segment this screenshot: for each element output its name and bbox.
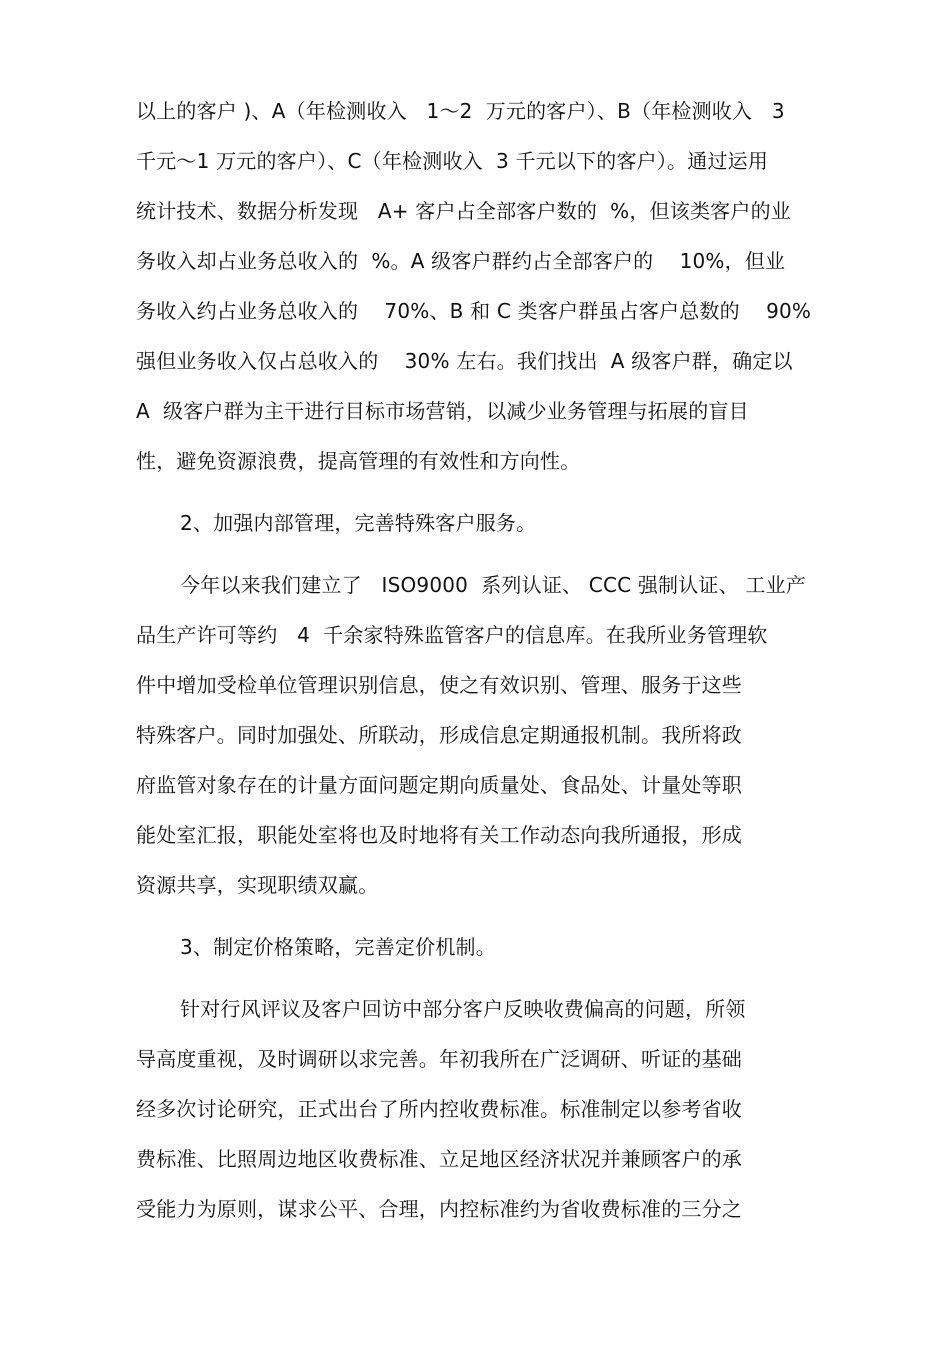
paragraph-line: 费标准、比照周边地区收费标准、立足地区经济状况并兼顾客户的承 (136, 1147, 742, 1171)
paragraph-line: 受能力为原则，谋求公平、合理，内控标准约为省收费标准的三分之 (136, 1197, 742, 1221)
paragraph-line: 府监管对象存在的计量方面问题定期向质量处、食品处、计量处等职 (136, 773, 742, 797)
section-heading: 3、制定价格策略，完善定价机制。 (180, 935, 496, 959)
paragraph-line: 强但业务收入仅占总收入的 30% 左右。我们找出 A 级客户群，确定以 (136, 349, 793, 373)
paragraph-line: 务收入约占业务总收入的 70%、B 和 C 类客户群虽占客户总数的 90% (136, 299, 812, 323)
paragraph-line: 以上的客户 )、A（年检测收入 1～2 万元的客户）、B（年检测收入 3 (136, 99, 785, 123)
paragraph-line: 特殊客户。同时加强处、所联动，形成信息定期通报机制。我所将政 (136, 723, 742, 747)
section-heading: 2、加强内部管理，完善特殊客户服务。 (180, 511, 537, 535)
paragraph-line: 针对行风评议及客户回访中部分客户反映收费偏高的问题，所领 (180, 997, 746, 1021)
paragraph-line: 统计技术、数据分析发现 A+ 客户占全部客户数的 %，但该类客户的业 (136, 199, 791, 223)
paragraph-line: 务收入却占业务总收入的 %。A 级客户群约占全部客户的 10%，但业 (136, 249, 786, 273)
paragraph-line: 件中增加受检单位管理识别信息，使之有效识别、管理、服务于这些 (136, 673, 742, 697)
paragraph-line: A 级客户群为主干进行目标市场营销，以减少业务管理与拓展的盲目 (136, 399, 749, 423)
paragraph-line: 能处室汇报，职能处室将也及时地将有关工作动态向我所通报，形成 (136, 823, 742, 847)
paragraph-line: 导高度重视，及时调研以求完善。年初我所在广泛调研、听证的基础 (136, 1047, 742, 1071)
paragraph-line: 千元～1 万元的客户）、C（年检测收入 3 千元以下的客户）。通过运用 (136, 149, 769, 173)
paragraph-line: 品生产许可等约 4 千余家特殊监管客户的信息库。在我所业务管理软 (136, 623, 768, 647)
paragraph-line: 经多次讨论研究，正式出台了所内控收费标准。标准制定以参考省收 (136, 1097, 742, 1121)
paragraph-line: 今年以来我们建立了 ISO9000 系列认证、 CCC 强制认证、 工业产 (180, 573, 806, 597)
paragraph-line: 资源共享，实现职绩双赢。 (136, 873, 379, 897)
paragraph-line: 性，避免资源浪费，提高管理的有效性和方向性。 (136, 449, 581, 473)
